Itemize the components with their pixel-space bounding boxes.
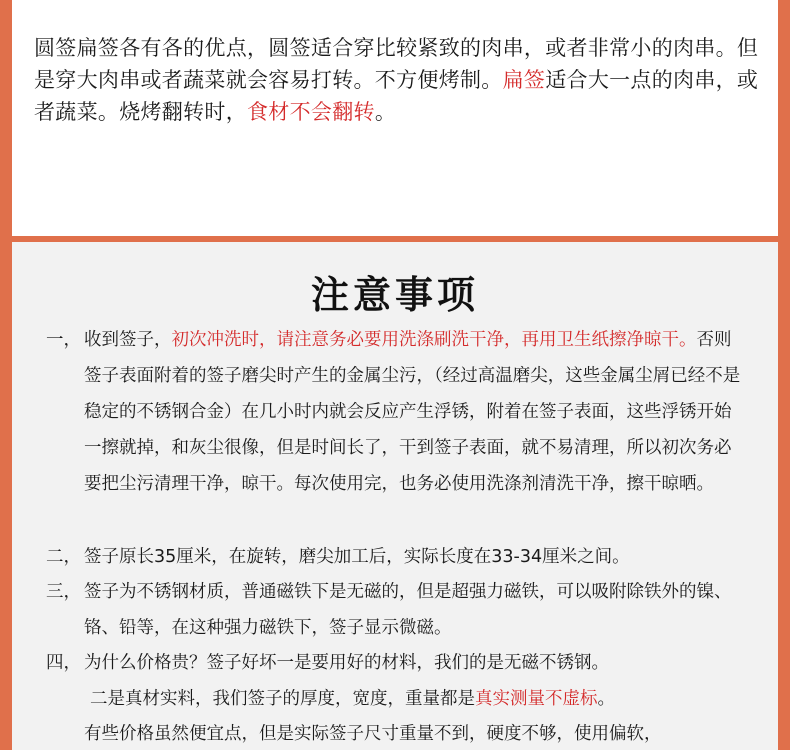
notice-item-2 (46, 539, 746, 575)
intro-paragraph (34, 32, 759, 128)
item-content: 签子为不锈钢材质，普通磁铁下是无磁的，但是超强力磁铁，可以吸附除铁外的镍、铬、铅等，在这种强力磁铁下，签子显示微磁。 (84, 582, 732, 638)
intro-section (12, 0, 778, 242)
intro-text-1: 圆签扁签各有各的优点，圆签适合穿比较紧致的肉串，或者非常小的肉串。但是穿大肉串或者蔬菜就会容易打转。不方便烤制。 (34, 36, 759, 92)
notice-title: 注意事项 (310, 273, 479, 317)
notice-item-4 (46, 645, 746, 681)
notice-item-1 (46, 322, 746, 494)
item-number: 二， (46, 547, 81, 567)
item-1-text-a: 收到签子， (84, 330, 172, 350)
notice-item-3 (46, 574, 746, 638)
item-content (84, 322, 744, 502)
item-number: 四， (46, 653, 81, 673)
item-1-highlight: 初次冲洗时，请注意务必要用洗涤刷洗干净，再用卫生纸擦净晾干。 (171, 330, 697, 350)
notice-paragraph-3: 有些价格虽然便宜点，但是实际签子尺寸重量不到，硬度不够，使用偏软， (84, 724, 662, 744)
notice-section (12, 242, 778, 750)
para-2-highlight: 真实测量不虚标 (475, 689, 598, 709)
item-1-text-b: 否则签子表面附着的签子磨尖时产生的金属尘污，（经过高温磨尖，这些金属尘屑已经不是稳定的不锈钢合金）在几小时内就会反应产生浮锈，附着在签子表面，这些浮锈开始一擦就掉，和灰尘很像，但是时间长了，干到签子表面，就不易清理，所以初次务必要把尘污清理干净，晾干。每次使用完，也务必使用洗涤剂清洗干净，擦干晾晒。 (84, 330, 741, 494)
intro-text-2: 适合大一点的肉串，或者蔬菜。烧烤翻转时， (34, 68, 759, 124)
intro-text-3: 。 (374, 100, 397, 124)
para-2-text: 二是真材实料，我们签子的厚度，宽度，重量都是 (90, 689, 475, 709)
item-number: 三， (46, 582, 81, 602)
intro-highlight-2: 食材不会翻转 (247, 100, 375, 124)
notice-paragraph-2 (90, 681, 750, 717)
item-number: 一， (46, 330, 81, 350)
item-content: 签子原长35厘米，在旋转，磨尖加工后，实际长度在33-34厘米之间。 (84, 547, 630, 567)
para-2-end: 。 (597, 689, 615, 709)
item-content: 为什么价格贵？签子好坏一是要用好的材料，我们的是无磁不锈钢。 (84, 653, 609, 673)
intro-highlight-1: 扁签 (502, 68, 546, 92)
